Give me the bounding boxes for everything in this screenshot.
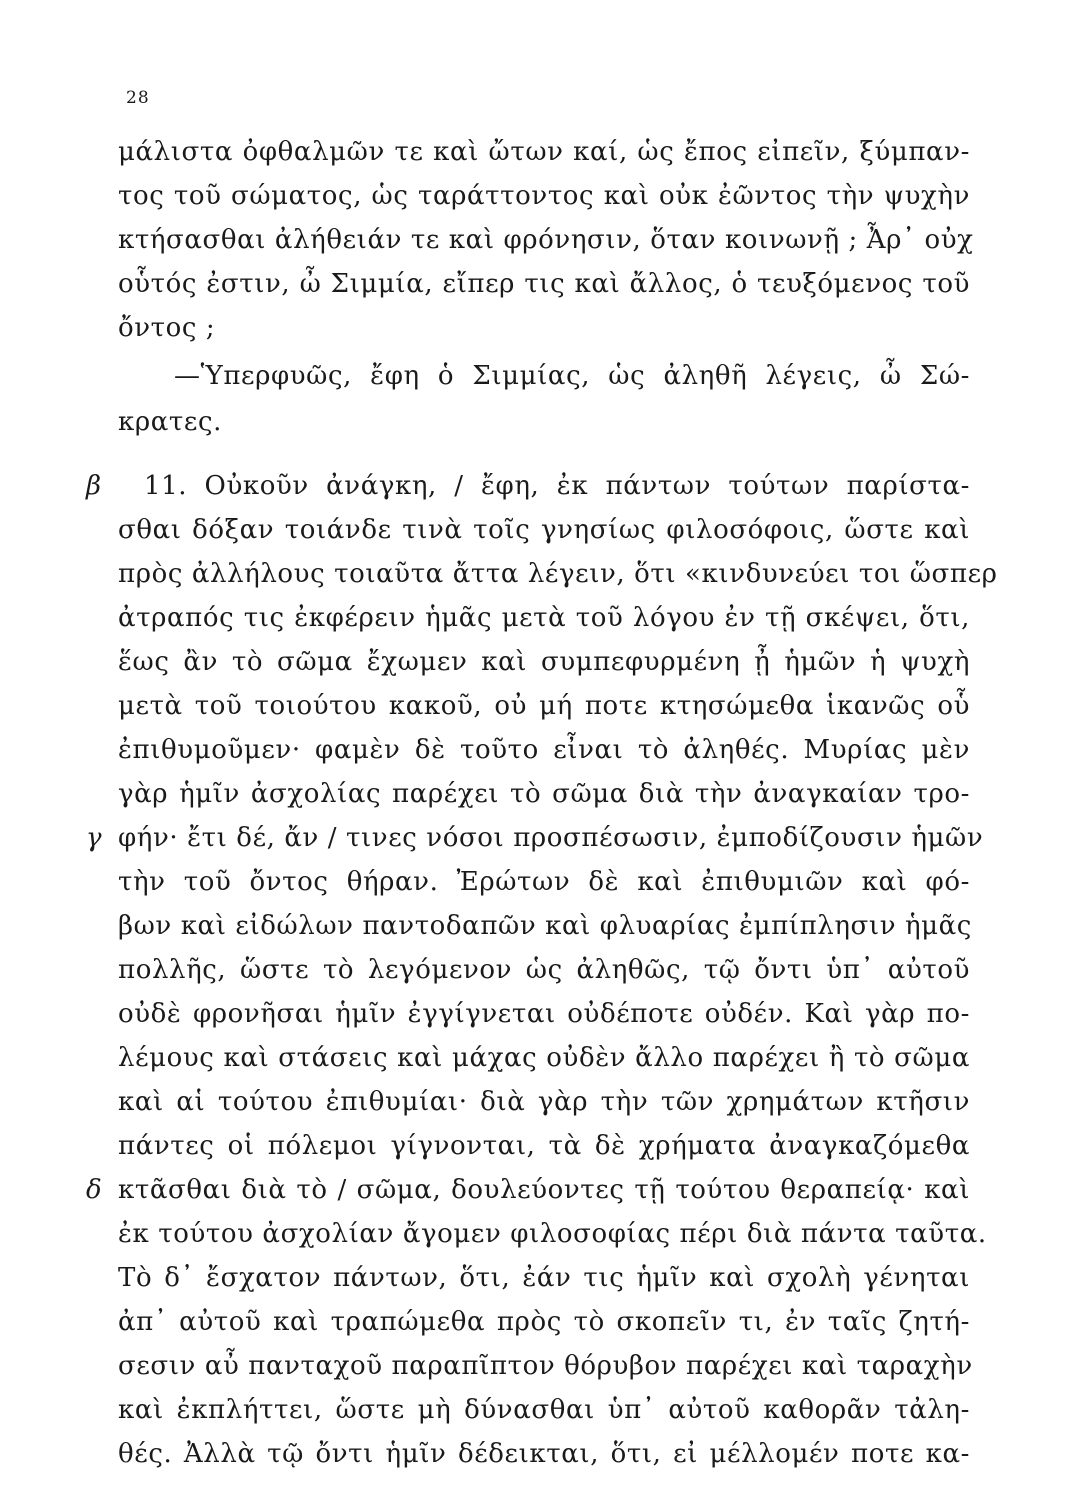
text-line: —Ὑπερφυῶς, ἔφη ὁ Σιμμίας, ὡς ἀληθῆ λέγεις, ὦ Σώ- (174, 361, 970, 391)
text-line: πάντες οἱ πόλεμοι γίγνονται, τὰ δὲ χρήματα ἀναγκαζόμεθα (118, 1131, 970, 1161)
text-line: τος τοῦ σώματος, ὡς ταράττοντος καὶ οὐκ ἐῶντος τὴν ψυχὴν (118, 181, 970, 211)
margin-letter-beta: β (86, 471, 102, 501)
text-line: Τὸ δ᾽ ἔσχατον πάντων, ὅτι, ἐάν τις ἡμῖν καὶ σχολὴ γένηται (118, 1263, 970, 1293)
text-line: σεσιν αὖ πανταχοῦ παραπῖπτον θόρυβον παρέχει καὶ ταραχὴν (118, 1351, 973, 1381)
text-line: κτᾶσθαι διὰ τὸ / σῶμα, δουλεύοντες τῇ τούτου θεραπείᾳ· καὶ (118, 1175, 970, 1205)
text-line: κρατες. (118, 407, 222, 437)
text-line: πρὸς ἀλλήλους τοιαῦτα ἄττα λέγειν, ὅτι «κινδυνεύει τοι ὥσπερ (118, 559, 998, 589)
text-line: ἐκ τούτου ἀσχολίαν ἄγομεν φιλοσοφίας πέρι διὰ πάντα ταῦτα. (118, 1219, 987, 1249)
text-line: ἕως ἂν τὸ σῶμα ἔχωμεν καὶ συμπεφυρμένη ᾖ ἡμῶν ἡ ψυχὴ (118, 647, 970, 677)
text-line: 11. Οὐκοῦν ἀνάγκη, / ἔφη, ἐκ πάντων τούτων παρίστα- (144, 471, 970, 501)
margin-letter-delta: δ (86, 1175, 102, 1205)
text-line: τὴν τοῦ ὄντος θήραν. Ἐρώτων δὲ καὶ ἐπιθυμιῶν καὶ φό- (118, 867, 970, 897)
text-line: οὗτός ἐστιν, ὦ Σιμμία, εἴπερ τις καὶ ἄλλος, ὁ τευξόμενος τοῦ (118, 269, 970, 299)
text-line: ἀτραπός τις ἐκφέρειν ἡμᾶς μετὰ τοῦ λόγου ἐν τῇ σκέψει, ὅτι, (118, 603, 970, 633)
text-line: ἐπιθυμοῦμεν· φαμὲν δὲ τοῦτο εἶναι τὸ ἀληθές. Μυρίας μὲν (118, 735, 970, 765)
text-line: κτήσασθαι ἀλήθειάν τε καὶ φρόνησιν, ὅταν κοινωνῇ ; Ἆρ᾽ οὐχ (118, 225, 974, 255)
text-line: καὶ ἐκπλήττει, ὥστε μὴ δύνασθαι ὑπ᾽ αὐτοῦ καθορᾶν τἀλη- (118, 1395, 970, 1425)
text-line: σθαι δόξαν τοιάνδε τινὰ τοῖς γνησίως φιλοσόφοις, ὥστε καὶ (118, 515, 970, 545)
text-line: πολλῆς, ὥστε τὸ λεγόμενον ὡς ἀληθῶς, τῷ ὄντι ὑπ᾽ αὐτοῦ (118, 955, 970, 985)
text-line: θές. Ἀλλὰ τῷ ὄντι ἡμῖν δέδεικται, ὅτι, εἰ μέλλομέν ποτε κα- (118, 1439, 970, 1469)
text-line: ἀπ᾽ αὐτοῦ καὶ τραπώμεθα πρὸς τὸ σκοπεῖν τι, ἐν ταῖς ζητή- (118, 1307, 970, 1337)
text-line: λέμους καὶ στάσεις καὶ μάχας οὐδὲν ἄλλο παρέχει ἢ τὸ σῶμα (118, 1043, 970, 1073)
text-line: καὶ αἱ τούτου ἐπιθυμίαι· διὰ γὰρ τὴν τῶν χρημάτων κτῆσιν (118, 1087, 970, 1117)
text-line: φήν· ἔτι δέ, ἄν / τινες νόσοι προσπέσωσιν, ἐμποδίζουσιν ἡμῶν (118, 823, 984, 853)
page-number: 28 (126, 88, 150, 108)
text-line: γὰρ ἡμῖν ἀσχολίας παρέχει τὸ σῶμα διὰ τὴν ἀναγκαίαν τρο- (118, 779, 970, 809)
text-line: οὐδὲ φρονῆσαι ἡμῖν ἐγγίγνεται οὐδέποτε οὐδέν. Καὶ γὰρ πο- (118, 999, 970, 1029)
margin-letter-gamma: γ (86, 823, 102, 853)
text-line: βων καὶ εἰδώλων παντοδαπῶν καὶ φλυαρίας ἐμπίπλησιν ἡμᾶς (118, 911, 972, 941)
text-line: μετὰ τοῦ τοιούτου κακοῦ, οὐ μή ποτε κτησώμεθα ἱκανῶς οὗ (118, 691, 970, 721)
text-line: μάλιστα ὀφθαλμῶν τε καὶ ὤτων καί, ὡς ἔπος εἰπεῖν, ξύμπαν- (118, 137, 970, 167)
text-line: ὄντος ; (118, 313, 216, 343)
